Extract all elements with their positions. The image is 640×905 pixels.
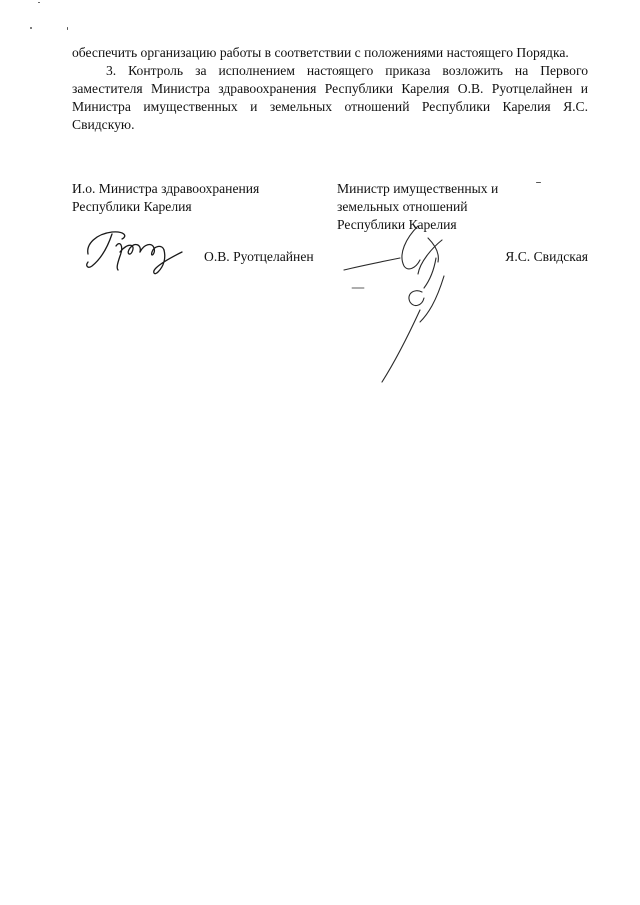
scan-speck <box>38 2 40 3</box>
signatory-right-title-line1: Министр имущественных и <box>337 181 499 196</box>
scan-speck <box>67 27 68 30</box>
signatory-left-title-line1: И.о. Министра здравоохранения <box>72 181 260 196</box>
signatory-right-name: Я.С. Свидская <box>505 249 588 264</box>
scan-speck <box>30 27 32 29</box>
signatory-right-title-line3: Республики Карелия <box>337 217 457 232</box>
paragraph-3: 3. Контроль за исполнением настоящего приказа возложить на Первого заместителя Министра здравоохранения Республики Карелия О.В. Руотцелайнен и Министра имущественных и земельных отношений Республики Карелия Я.С. Свидскую. <box>72 63 588 132</box>
paragraph-continuation: обеспечить организацию работы в соответствии с положениями настоящего Порядка. <box>72 45 569 60</box>
signatory-left-name: О.В. Руотцелайнен <box>204 249 314 264</box>
signatory-right-title-line2: земельных отношений <box>337 199 468 214</box>
signatory-left-title <box>72 180 259 216</box>
handwritten-signature-icon <box>340 218 470 388</box>
document-body <box>72 44 588 134</box>
signatory-left-title-line2: Республики Карелия <box>72 199 192 214</box>
handwritten-signature-icon <box>82 222 197 282</box>
scan-speck <box>536 182 541 183</box>
